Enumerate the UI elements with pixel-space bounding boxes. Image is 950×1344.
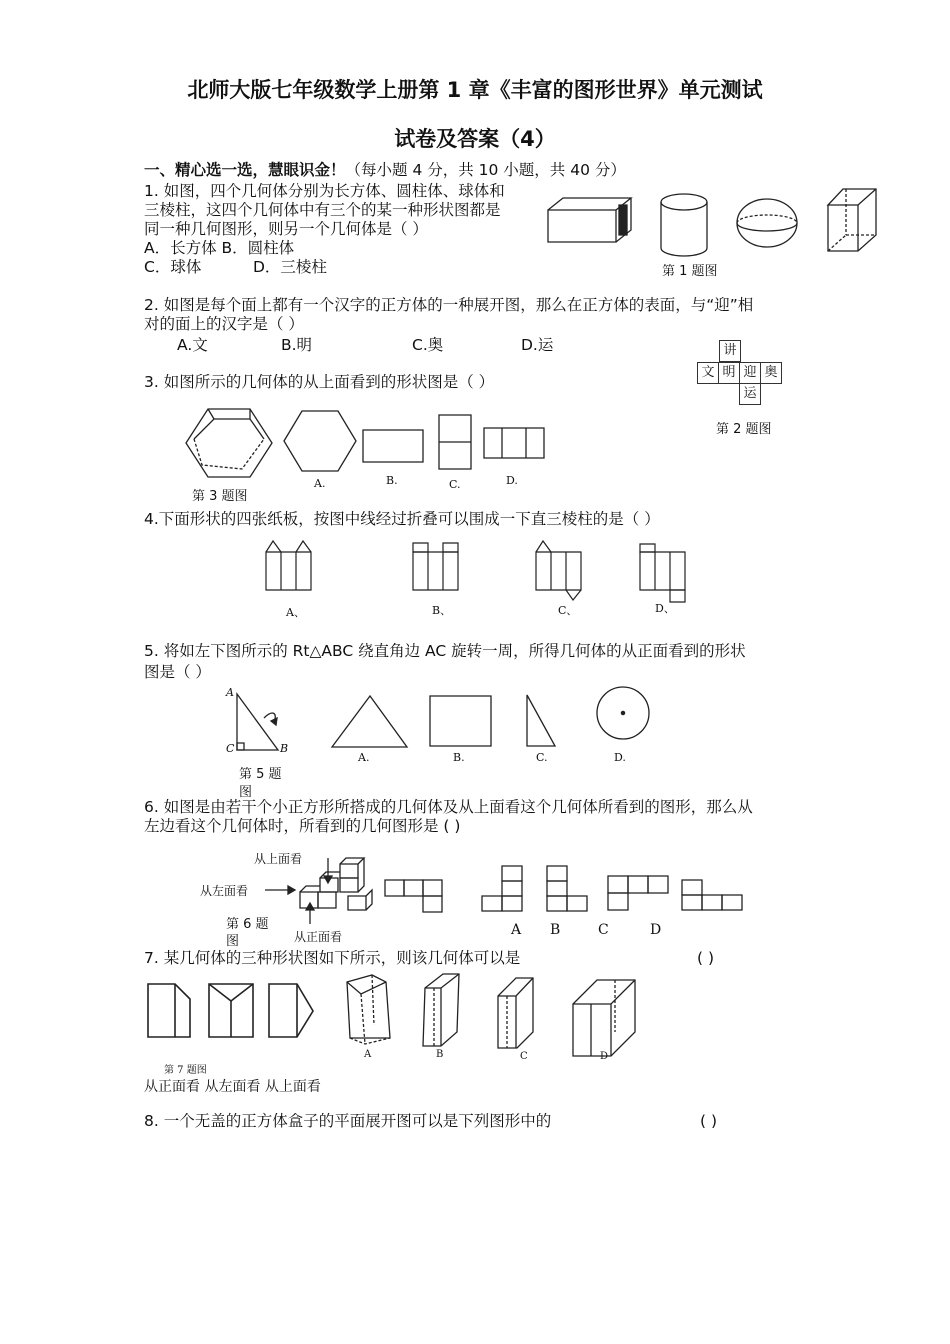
q1-option-c: C．球体 [144, 258, 202, 276]
q2-option-d: D.运 [521, 336, 554, 354]
triangular-prism-shape [828, 189, 876, 251]
net-face-2: 明 [718, 362, 740, 384]
q4-label-a: A、 [286, 606, 305, 619]
cylinder-shape [661, 194, 707, 256]
q6-option-d [682, 880, 742, 910]
q5-vertex-a: A [226, 686, 234, 699]
q4-text: 4.下面形状的四张纸板，按图中线经过折叠可以围成一下直三棱柱的是（ ） [144, 510, 660, 528]
q2-cube-net [697, 340, 787, 410]
q1-line3: 同一种几何图形，则另一个几何体是（ ） [144, 220, 428, 238]
q3-caption: 第 3 题图 [192, 489, 248, 504]
q6-label-b: B [550, 922, 561, 938]
q1-options-ab: A．长方体 B．圆柱体 [144, 239, 295, 257]
hexagonal-prism-shape [186, 409, 272, 477]
net-face-top: 讲 [719, 340, 741, 362]
q1-line1: 1. 如图，四个几何体分别为长方体、圆柱体、球体和 [144, 182, 505, 200]
q7-label-a: A [364, 1049, 372, 1060]
q4-label-b: B、 [432, 604, 452, 617]
q7-label-c: C [520, 1051, 528, 1062]
q6-line2: 左边看这个几何体时，所看到的几何图形是 ( ) [144, 817, 461, 835]
q6-label-d: D [650, 922, 662, 938]
q7-caption: 第 7 题图 [164, 1065, 207, 1076]
q6-option-c [608, 876, 668, 910]
q5-line2: 图是（ ） [144, 663, 211, 681]
q2-option-b: B.明 [281, 336, 313, 354]
net-option-a [266, 541, 311, 590]
q7-option-a [347, 975, 390, 1044]
q3-label-d: D. [506, 474, 518, 487]
q2-option-a: A.文 [177, 336, 208, 354]
q6-label-c: C [598, 922, 609, 938]
q5-vertex-b: B [280, 742, 289, 755]
q6-option-b [547, 866, 587, 911]
q4-label-c: C、 [558, 604, 578, 617]
q7-option-b [423, 974, 459, 1046]
option-b-rectangle [430, 696, 491, 746]
q6-view-left-label: 从左面看 [200, 884, 249, 898]
q5-caption-line2: 图 [239, 785, 253, 800]
q6-top-view [385, 880, 442, 912]
q1-option-d: D．三棱柱 [253, 258, 327, 276]
q3-figure [180, 403, 560, 483]
section-heading [144, 160, 626, 181]
q7-label-d: D [600, 1051, 609, 1062]
option-c-right-triangle [527, 695, 555, 746]
option-b-rectangle [363, 430, 423, 462]
q6-line1: 6. 如图是由若干个小正方形所搭成的几何体及从上面看这个几何体所看到的图形，那么从 [144, 798, 753, 816]
q5-label-d: D. [614, 751, 626, 764]
q3-label-b: B. [386, 474, 398, 487]
q8-text: 8. 一个无盖的正方体盒子的平面展开图可以是下列图形中的 [144, 1112, 552, 1130]
q7-option-d [573, 980, 635, 1056]
page-title-line1: 北师大版七年级数学上册第 1 章《丰富的图形世界》单元测试 [187, 78, 763, 102]
q4-label-d: D、 [655, 602, 675, 615]
q6-caption-line1: 第 6 题 [226, 917, 269, 932]
q7-answer-paren: ( ) [697, 949, 715, 967]
q2-caption: 第 2 题图 [716, 422, 772, 437]
q5-caption-line1: 第 5 题 [239, 767, 282, 782]
q7-option-c [498, 978, 533, 1048]
q5-label-a: A. [358, 751, 370, 764]
section-heading-note: （每小题 4 分，共 10 小题，共 40 分） [345, 161, 626, 179]
option-d-circle [597, 687, 649, 739]
net-option-b [413, 543, 458, 590]
q8-answer-paren: ( ) [700, 1112, 718, 1130]
page-title-line2: 试卷及答案（4） [394, 127, 556, 151]
right-triangle-abc [237, 694, 278, 750]
q5-label-c: C. [536, 751, 548, 764]
net-option-c [536, 541, 581, 600]
net-face-3: 迎 [739, 362, 761, 384]
q2-line1: 2. 如图是每个面上都有一个汉字的正方体的一种展开图，那么在正方体的表面，与“迎”相 [144, 296, 754, 314]
net-face-bottom: 运 [739, 383, 761, 405]
option-a-triangle [332, 696, 407, 747]
q4-figure [260, 536, 700, 608]
section-heading-title: 一、精心选一选，慧眼识金！ [144, 161, 346, 179]
q6-caption-line2: 图 [226, 934, 240, 949]
q2-option-c: C.奥 [412, 336, 444, 354]
q6-figure [200, 858, 750, 918]
q6-option-a [482, 866, 522, 911]
q5-label-b: B. [453, 751, 465, 764]
q6-view-top-label: 从上面看 [254, 852, 303, 866]
q7-view-labels: 从正面看 从左面看 从上面看 [144, 1079, 321, 1095]
net-face-1: 文 [697, 362, 719, 384]
q6-view-front-label: 从正面看 [294, 930, 343, 944]
q7-front-view [148, 984, 190, 1037]
option-c-rectangle-split [439, 415, 471, 469]
cuboid-shape [548, 198, 631, 242]
q3-text: 3. 如图所示的几何体的从上面看到的形状图是（ ） [144, 373, 495, 391]
q7-label-b: B [436, 1049, 444, 1060]
q7-figure [145, 970, 645, 1065]
q7-text: 7. 某几何体的三种形状图如下所示，则该几何体可以是 [144, 949, 521, 967]
cube-stack-shape [300, 858, 372, 910]
q6-label-a: A [511, 922, 522, 938]
q3-label-c: C. [449, 478, 461, 491]
net-option-d [640, 544, 685, 602]
q7-left-view [209, 984, 253, 1037]
q1-line2: 三棱柱，这四个几何体中有三个的某一种形状图都是 [144, 201, 501, 219]
q1-caption: 第 1 题图 [662, 264, 718, 279]
sphere-shape [737, 199, 797, 247]
q3-label-a: A. [314, 477, 326, 490]
q5-vertex-c: C [226, 742, 235, 755]
option-d-rectangle-split [484, 428, 544, 458]
q2-line2: 对的面上的汉字是（ ） [144, 315, 304, 333]
q5-line1: 5. 将如左下图所示的 Rt△ABC 绕直角边 AC 旋转一周，所得几何体的从正面看到的形状 [144, 642, 746, 660]
net-face-4: 奥 [760, 362, 782, 384]
q1-figure [545, 185, 905, 265]
option-a-hexagon [284, 411, 356, 471]
q7-top-view [269, 984, 313, 1037]
